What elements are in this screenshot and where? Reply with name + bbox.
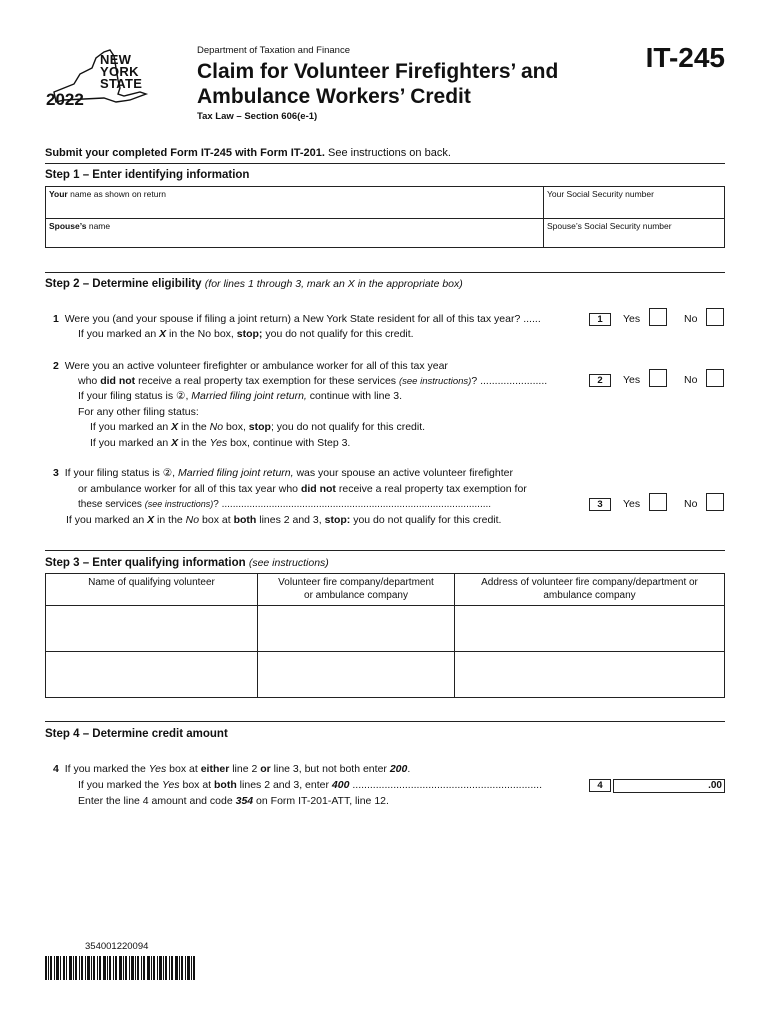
row2-company-field[interactable]: [258, 652, 454, 697]
line1-question: 1 Were you (and your spouse if filing a joint return) a New York State resident for all of this tax year? ......: [53, 313, 541, 325]
line1-box-number: 1: [589, 313, 611, 326]
line2-no-checkbox[interactable]: [706, 369, 724, 387]
form-title: Claim for Volunteer Firefighters’ and Ambulance Workers’ Credit: [197, 60, 559, 108]
col-volunteer-name: Name of qualifying volunteer: [88, 577, 215, 588]
line3-box-number: 3: [589, 498, 611, 511]
state-name: NEW YORK STATE: [100, 52, 143, 91]
barcode-number: 354001220094: [85, 941, 149, 952]
col-address: Address of volunteer fire company/department or ambulance company: [481, 577, 698, 601]
line3-question-cont: or ambulance worker for all of this tax year who did not receive a real property tax exemption for: [78, 483, 527, 495]
step2-title: Step 2 – Determine eligibility (for lines 1 through 3, mark an X in the appropriate box): [45, 278, 463, 290]
line2-box-number: 2: [589, 374, 611, 387]
line2-yes-checkbox[interactable]: [649, 369, 667, 387]
your-name-field[interactable]: Your name as shown on return: [49, 189, 167, 199]
barcode-image: [45, 956, 195, 980]
divider: [45, 721, 725, 722]
divider: [45, 163, 725, 164]
row1-volunteer-name-field[interactable]: [46, 606, 257, 651]
line1-yes-checkbox[interactable]: [649, 308, 667, 326]
spouse-name-field[interactable]: Spouse’s name: [49, 221, 111, 231]
line4-amount-field[interactable]: .00: [613, 779, 725, 793]
row2-volunteer-name-field[interactable]: [46, 652, 257, 697]
line3-yes-checkbox[interactable]: [649, 493, 667, 511]
divider: [45, 550, 725, 551]
form-year: 2022: [46, 90, 84, 109]
yes-label: Yes: [623, 498, 641, 510]
step4-title: Step 4 – Determine credit amount: [45, 728, 228, 740]
line2-question-cont: who did not receive a real property tax exemption for these services (see instructions)? .......................: [78, 375, 548, 387]
no-label: No: [684, 374, 698, 386]
line3-question: 3 If your filing status is ②, Married filing joint return, was your spouse an active volunteer firefighter: [53, 467, 513, 479]
line3-instruction: If you marked an X in the No box at both lines 2 and 3, stop: you do not qualify for this credit.: [66, 514, 502, 526]
line4-box-number: 4: [589, 779, 611, 792]
no-label: No: [684, 498, 698, 510]
divider: [45, 272, 725, 273]
form-number: IT-245: [645, 42, 725, 73]
line2-other-status: For any other filing status:: [78, 406, 199, 418]
line3-question-end: these services (see instructions)? .................................................................................................: [78, 499, 492, 510]
step3-title: Step 3 – Enter qualifying information (see instructions): [45, 557, 329, 569]
step1-table: [45, 186, 725, 248]
step3-table: [45, 573, 725, 698]
no-label: No: [684, 313, 698, 325]
col-company: Volunteer fire company/department or ambulance company: [278, 577, 434, 601]
line2-no-instruction: If you marked an X in the No box, stop; you do not qualify for this credit.: [90, 421, 426, 433]
line1-no-checkbox[interactable]: [706, 308, 724, 326]
line2-status-note: If your filing status is ②, Married filing joint return, continue with line 3.: [78, 390, 402, 402]
department-name: Department of Taxation and Finance: [197, 45, 350, 56]
spouse-ssn-field[interactable]: Spouse’s Social Security number: [547, 221, 672, 231]
step1-title: Step 1 – Enter identifying information: [45, 169, 250, 181]
row1-company-field[interactable]: [258, 606, 454, 651]
your-ssn-field[interactable]: Your Social Security number: [547, 189, 654, 199]
line2-yes-instruction: If you marked an X in the Yes box, continue with Step 3.: [90, 437, 351, 449]
row2-address-field[interactable]: [455, 652, 724, 697]
line3-no-checkbox[interactable]: [706, 493, 724, 511]
line4-instruction-either: 4 If you marked the Yes box at either line 2 or line 3, but not both enter 200.: [53, 763, 411, 775]
yes-label: Yes: [623, 374, 641, 386]
tax-law-reference: Tax Law – Section 606(e-1): [197, 111, 318, 122]
line4-instruction-both: If you marked the Yes box at both lines 2 and 3, enter 400 .................................................................: [78, 779, 542, 791]
row1-address-field[interactable]: [455, 606, 724, 651]
yes-label: Yes: [623, 313, 641, 325]
line2-question: 2 Were you an active volunteer firefighter or ambulance worker for all of this tax year: [53, 360, 448, 372]
line1-instruction: If you marked an X in the No box, stop; you do not qualify for this credit.: [78, 328, 414, 340]
submit-instructions: Submit your completed Form IT-245 with Form IT-201. See instructions on back.: [45, 147, 451, 159]
line4-att-instruction: Enter the line 4 amount and code 354 on Form IT-201-ATT, line 12.: [78, 795, 389, 807]
